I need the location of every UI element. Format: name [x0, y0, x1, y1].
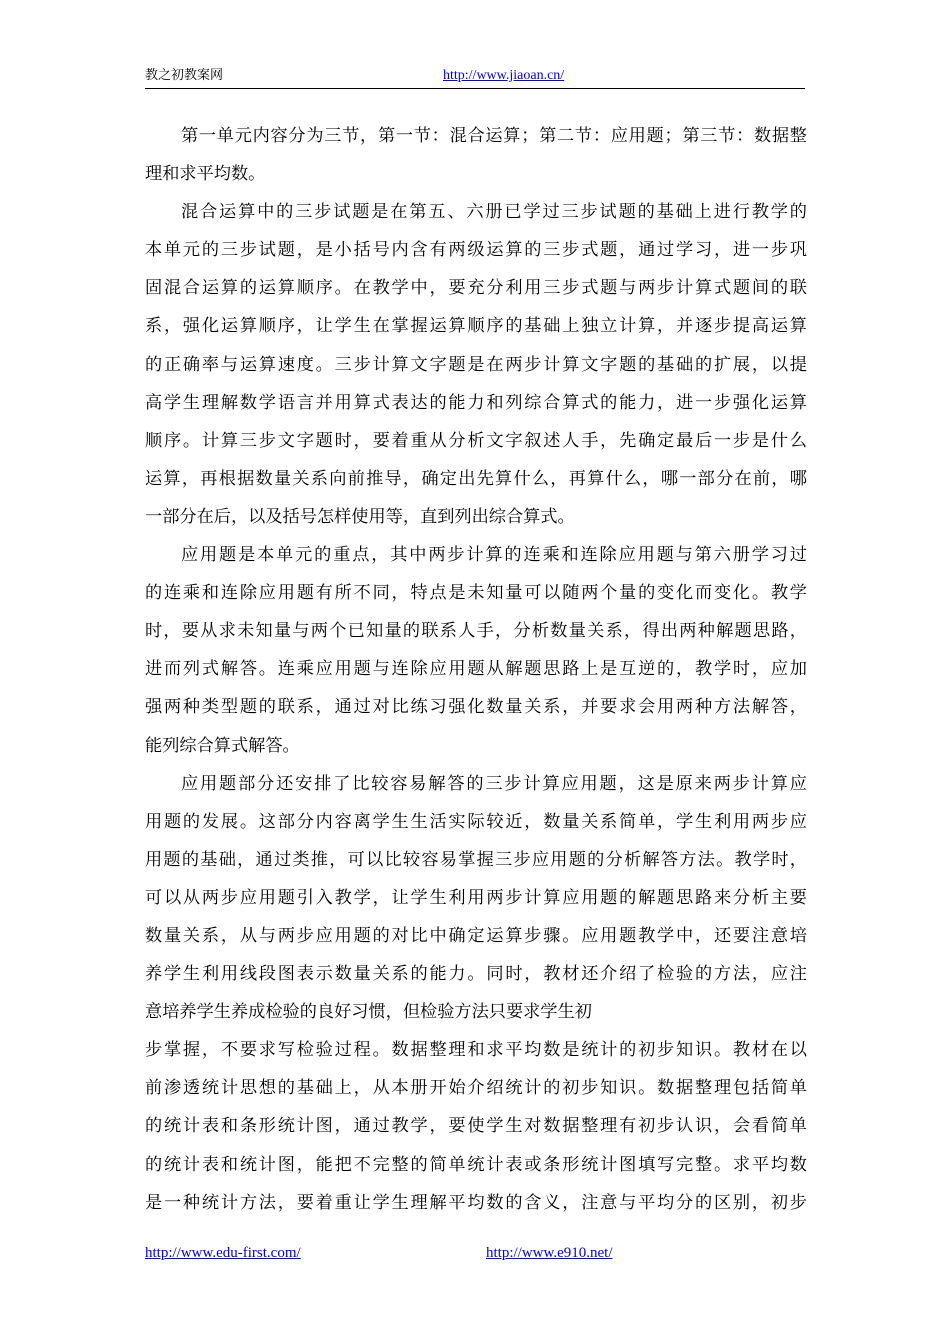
text-line: 时，要从求未知量与两个已知量的联系人手，分析数量关系，得出两种解题思路， [145, 621, 807, 642]
text-line: 进而列式解答。连乘应用题与连除应用题从解题思路上是互逆的，教学时，应加 [145, 659, 807, 680]
text-line: 混合运算中的三步试题是在第五、六册已学过三步试题的基础上进行教学的 [181, 202, 807, 223]
text-line: 养学生利用线段图表示数量关系的能力。同时，教材还介绍了检验的方法，应注 [145, 964, 807, 985]
text-line: 步掌握，不要求写检验过程。数据整理和求平均数是统计的初步知识。教材在以 [145, 1040, 807, 1061]
text-line: 用题的基础，通过类推，可以比较容易掌握三步应用题的分析解答方法。教学时， [145, 849, 807, 870]
text-line: 的连乘和连除应用题有所不同，特点是未知量可以随两个量的变化而变化。教学 [145, 583, 807, 604]
text-line: 数量关系，从与两步应用题的对比中确定运算步骤。应用题教学中，还要注意培 [145, 925, 807, 946]
text-line: 的统计表和条形统计图，通过教学，要使学生对数据整理有初步认识，会看简单 [145, 1116, 807, 1137]
text-line: 可以从两步应用题引入教学，让学生利用两步计算应用题的解题思路来分析主要 [145, 887, 807, 908]
text-line: 固混合运算的运算顺序。在教学中，要充分利用三步式题与两步计算式题间的联 [145, 278, 807, 299]
text-line: 的统计表和统计图，能把不完整的简单统计表或条形统计图填写完整。求平均数 [145, 1154, 807, 1175]
text-line: 一部分在后，以及括号怎样使用等，直到列出综合算式。 [145, 506, 575, 527]
page-header [145, 66, 805, 89]
text-line: 第一单元内容分为三节，第一节：混合运算；第二节：应用题；第三节：数据整 [181, 126, 807, 146]
text-line: 高学生理解数学语言并用算式表达的能力和列综合算式的能力，进一步强化运算 [145, 392, 807, 413]
text-line: 的正确率与运算速度。三步计算文字题是在两步计算文字题的基础的扩展，以提 [145, 354, 807, 375]
text-line: 强两种类型题的联系，通过对比练习强化数量关系，并要求会用两种方法解答， [145, 697, 807, 718]
text-line: 运算，再根据数量关系向前推导，确定出先算什么，再算什么，哪一部分在前，哪 [145, 468, 807, 489]
text-line: 应用题是本单元的重点，其中两步计算的连乘和连除应用题与第六册学习过 [181, 545, 807, 566]
text-line: 本单元的三步试题，是小括号内含有两级运算的三步式题，通过学习，进一步巩 [145, 240, 807, 261]
footer-link-edu-first[interactable]: http://www.edu-first.com/ [145, 1245, 301, 1261]
text-line: 系，强化运算顺序，让学生在掌握运算顺序的基础上独立计算，并逐步提高运算 [145, 316, 807, 337]
site-name: 教之初教案网 [145, 68, 224, 83]
text-line: 意培养学生养成检验的良好习惯，但检验方法只要求学生初 [145, 1002, 592, 1023]
header-link[interactable]: http://www.jiaoan.cn/ [443, 68, 565, 83]
document-body [145, 117, 807, 1222]
text-line: 理和求平均数。 [145, 164, 266, 185]
footer-link-e910[interactable]: http://www.e910.net/ [486, 1245, 613, 1261]
text-line: 顺序。计算三步文字题时，要着重从分析文字叙述人手，先确定最后一步是什么 [145, 430, 807, 451]
text-line: 用题的发展。这部分内容离学生生活实际较近，数量关系简单，学生利用两步应 [145, 811, 807, 832]
text-line: 是一种统计方法，要着重让学生理解平均数的含义，注意与平均分的区别，初步 [145, 1192, 807, 1213]
text-line: 应用题部分还安排了比较容易解答的三步计算应用题，这是原来两步计算应 [181, 773, 807, 794]
text-line: 能列综合算式解答。 [145, 735, 300, 756]
text-line: 前渗透统计思想的基础上，从本册开始介绍统计的初步知识。数据整理包括简单 [145, 1078, 807, 1099]
